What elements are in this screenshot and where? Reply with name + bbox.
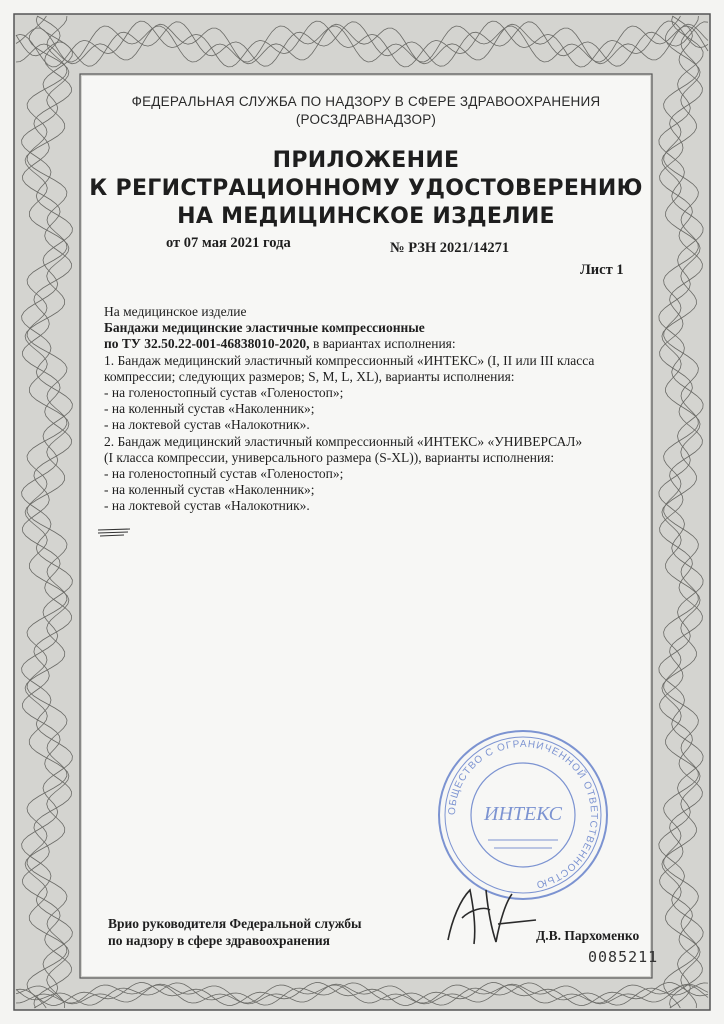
issue-date: от 07 мая 2021 года: [166, 235, 291, 251]
variant-line: - на коленный сустав «Наколенник»;: [104, 482, 315, 498]
variant-line: 1. Бандаж медицинский эластичный компрессионный «ИНТЕКС» (I, II или III класса: [104, 352, 595, 368]
variant-line: - на голеностопный сустав «Голеностоп»;: [104, 385, 344, 401]
signatory-role-1: Врио руководителя Федеральной службы: [108, 916, 362, 931]
signature-mark: [440, 880, 550, 950]
svg-text:ОБЩЕСТВО С ОГРАНИЧЕННОЙ ОТВЕТС: ОБЩЕСТВО С ОГРАНИЧЕННОЙ ОТВЕТСТВЕННОСТЬЮ: [446, 738, 600, 890]
sheet-number: Лист 1: [580, 262, 624, 278]
document-title: ПРИЛОЖЕНИЕ: [272, 148, 460, 173]
agency-name: ФЕДЕРАЛЬНАЯ СЛУЖБА ПО НАДЗОРУ В СФЕРЕ ЗДРАВООХРАНЕНИЯ: [131, 94, 601, 109]
intro-line: На медицинское изделие: [104, 304, 247, 319]
serial-number: 0085211: [588, 948, 659, 966]
registration-number: № РЗН 2021/14271: [390, 240, 510, 256]
spec-number: по ТУ 32.50.22-001-46838010-2020,: [104, 336, 310, 352]
svg-text:ИНТЕКС: ИНТЕКС: [484, 803, 562, 825]
signatory-name: Д.В. Пархоменко: [536, 928, 640, 943]
closing-mark: [96, 527, 132, 537]
spec-line: [104, 336, 634, 352]
variant-line: - на локтевой сустав «Налокотник».: [104, 417, 310, 433]
variant-line: - на голеностопный сустав «Голеностоп»;: [104, 466, 344, 482]
variant-line: 2. Бандаж медицинский эластичный компрессионный «ИНТЕКС» «УНИВЕРСАЛ»: [104, 433, 583, 449]
document-subtitle-2: НА МЕДИЦИНСКОЕ ИЗДЕЛИЕ: [177, 204, 555, 229]
variant-line: компрессии; следующих размеров; S, M, L, XL), варианты исполнения:: [104, 368, 515, 384]
spec-rest: в вариантах исполнения:: [309, 336, 456, 352]
variant-line: (I класса компрессии, универсального размера (S-XL)), варианты исполнения:: [104, 449, 555, 465]
product-description: [104, 304, 634, 515]
product-name: Бандажи медицинские эластичные компрессионные: [104, 320, 425, 336]
variant-line: - на локтевой сустав «Налокотник».: [104, 498, 310, 514]
document-subtitle-1: К РЕГИСТРАЦИОННОМУ УДОСТОВЕРЕНИЮ: [89, 176, 643, 201]
agency-short-name: (РОСЗДРАВНАДЗОР): [295, 112, 437, 127]
variant-line: - на коленный сустав «Наколенник»;: [104, 401, 315, 417]
signatory-role-2: по надзору в сфере здравоохранения: [108, 933, 330, 948]
